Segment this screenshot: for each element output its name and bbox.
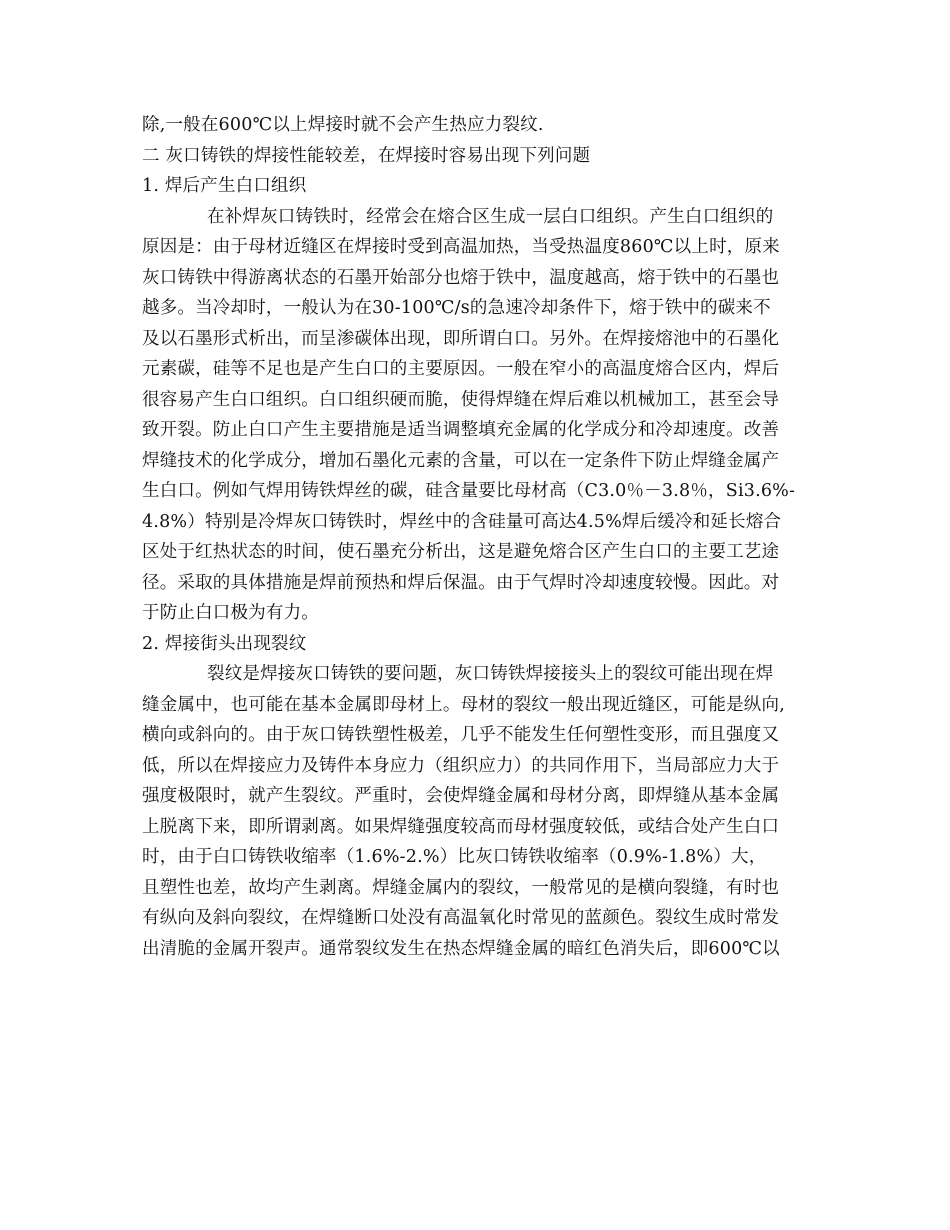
text-line: 有纵向及斜向裂纹，在焊缝断口处没有高温氧化时常见的蓝颜色。裂纹生成时常发 [142,908,780,928]
text-line: 出清脆的金属开裂声。通常裂纹发生在热态焊缝金属的暗红色消失后，即600℃以 [142,938,780,959]
text-line: 焊缝技术的化学成分，增加石墨化元素的含量，可以在一定条件下防止焊缝金属产 [142,450,780,471]
text-line: 上脱离下来，即所谓剥离。如果焊缝强度较高而母材强度较低，或结合处产生白口 [142,816,780,837]
text-line: 于防止白口极为有力。 [142,603,319,623]
text-line: 原因是：由于母材近缝区在焊接时受到高温加热，当受热温度860℃以上时，原来 [142,237,780,257]
text-line: 且塑性也差，故均产生剥离。焊缝金属内的裂纹，一般常见的是横向裂缝，有时也 [142,877,780,898]
paragraph-first-line: 在补焊灰口铸铁时，经常会在熔合区生成一层白口组织。产生白口组织的 [207,206,774,227]
text-line: 区处于红热状态的时间，使石墨充分析出，这是避免熔合区产生白口的主要工艺途 [142,542,780,562]
text-line: 低，所以在焊接应力及铸件本身应力（组织应力）的共同作用下，当局部应力大于 [142,755,780,776]
text-line: 除,一般在600℃以上焊接时就不会产生热应力裂纹. [142,115,544,135]
document-body [142,110,814,964]
text-line: 及以石墨形式析出，而呈渗碳体出现，即所谓白口。另外。在焊接熔池中的石墨化 [142,328,780,349]
text-line: 生白口。例如气焊用铸铁焊丝的碳，硅含量要比母材高（C3.0％－3.8％，Si3.6%- [142,481,796,501]
subsection-heading: 1. 焊后产生白口组织 [142,176,307,196]
section-heading: 二 灰口铸铁的焊接性能较差，在焊接时容易出现下列问题 [142,145,591,166]
text-line: 元素碳，硅等不足也是产生白口的主要原因。一般在窄小的高温度熔合区内，焊后 [142,359,780,379]
text-line: 致开裂。防止白口产生主要措施是适当调整填充金属的化学成分和冷却速度。改善 [142,420,780,440]
text-line: 缝金属中，也可能在基本金属即母材上。母材的裂纹一般出现近缝区，可能是纵向, [142,694,785,715]
text-line: 径。采取的具体措施是焊前预热和焊后保温。由于气焊时冷却速度较慢。因此。对 [142,572,780,593]
text-line: 强度极限时，就产生裂纹。严重时，会使焊缝金属和母材分离，即焊缝从基本金属 [142,786,780,806]
text-line: 4.8%）特别是冷焊灰口铸铁时，焊丝中的含硅量可高达4.5%焊后缓冷和延长熔合 [142,511,782,532]
paragraph-first-line: 裂纹是焊接灰口铸铁的要问题，灰口铸铁焊接接头上的裂纹可能出现在焊 [207,664,774,684]
text-line: 很容易产生白口组织。白口组织硬而脆，使得焊缝在焊后难以机械加工，甚至会导 [142,389,780,410]
text-line: 时，由于白口铸铁收缩率（1.6%-2.%）比灰口铸铁收缩率（0.9%-1.8%）大， [142,847,767,867]
text-line: 灰口铸铁中得游离状态的石墨开始部分也熔于铁中，温度越高，熔于铁中的石墨也 [142,267,780,288]
text-line: 横向或斜向的。由于灰口铸铁塑性极差，几乎不能发生任何塑性变形，而且强度又 [142,725,780,745]
subsection-heading: 2. 焊接街头出现裂纹 [142,633,307,654]
text-line: 越多。当冷却时，一般认为在30-100℃/s的急速冷却条件下，熔于铁中的碳来不 [142,298,771,318]
